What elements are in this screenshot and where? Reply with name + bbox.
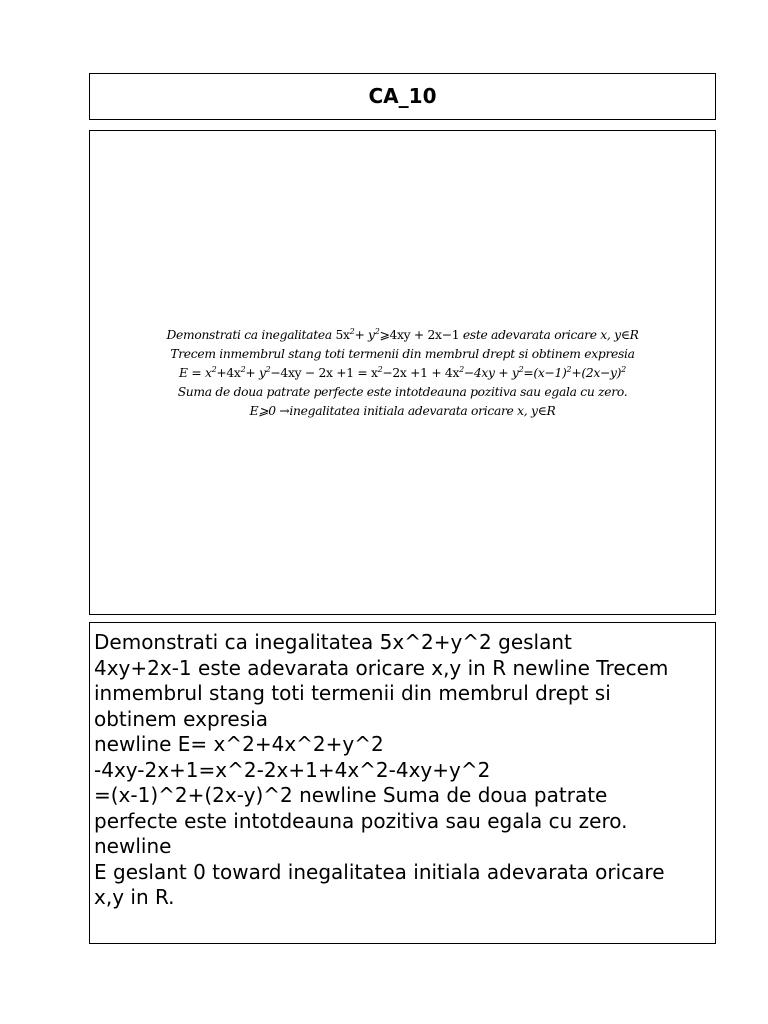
formula-text: ⩾4xy + 2x−1 [379,328,460,342]
formula-line-5: E⩾0 →inegalitatea initiala adevarata oricare x, y∈R [249,404,556,418]
formula-line-4: Suma de doua patrate perfecte este intotdeauna pozitiva sau egala cu zero. [177,385,628,399]
formula-text: 5x [335,328,350,342]
text-line: =(x-1)^2+(2x-y)^2 newline Suma de doua patrate [94,783,608,807]
text-line: 4xy+2x-1 este adevarata oricare x,y in R newline Trecem [94,655,669,680]
exponent: 2 [265,364,271,374]
formula-image-box [89,130,716,615]
formula-text: este adevarata oricare x, y∈R [459,328,639,342]
formula-text: −2x +1 + 4x [382,366,460,380]
formula-text: Demonstrati ca inegalitatea [166,328,336,342]
title-box [89,73,716,120]
exponent: 2 [377,364,383,374]
exponent: 2 [459,364,464,374]
formula-line-2: Trecem inmembrul stang toti termenii din membrul drept si obtinem expresia [170,347,635,361]
formula-text: −4xy + y [463,366,519,380]
formula-text: + y [245,366,266,380]
text-line: newline E= x^2+4x^2+y^2 [94,732,384,756]
text-line: -4xy-2x+1=x^2-2x+1+4x^2-4xy+y^2 [94,757,491,782]
formula-text: +(2x−y) [571,366,622,380]
plain-text-content [94,630,714,911]
exponent: 2 [211,364,217,374]
formula-line-1 [90,326,715,345]
formula-text: + y [354,328,375,342]
text-line: x,y in R. [94,885,175,909]
page-title: CA_10 [368,84,437,108]
text-line: inmembrul stang toti termenii din membrul drept si [94,681,611,705]
formula-text: E = x [179,366,212,380]
text-line: perfecte este intotdeauna pozitiva sau egala cu zero. [94,808,628,833]
rendered-formula [90,326,715,421]
text-line: obtinem expresia [94,706,268,731]
exponent: 2 [240,364,246,374]
exponent: 2 [349,326,355,336]
formula-line-3 [90,364,715,383]
text-line: E geslant 0 toward inegalitatea initiala adevarata oricare [94,859,665,884]
exponent: 2 [566,364,572,374]
exponent: 2 [621,364,626,374]
exponent: 2 [374,326,380,336]
plain-text-box [89,622,716,944]
formula-text: +4x [216,366,241,380]
formula-text: −4xy − 2x +1 = x [270,366,378,380]
exponent: 2 [518,364,524,374]
text-line: newline [94,834,172,858]
formula-text: =(x−1) [523,366,567,380]
text-line: Demonstrati ca inegalitatea 5x^2+y^2 geslant [94,630,572,654]
